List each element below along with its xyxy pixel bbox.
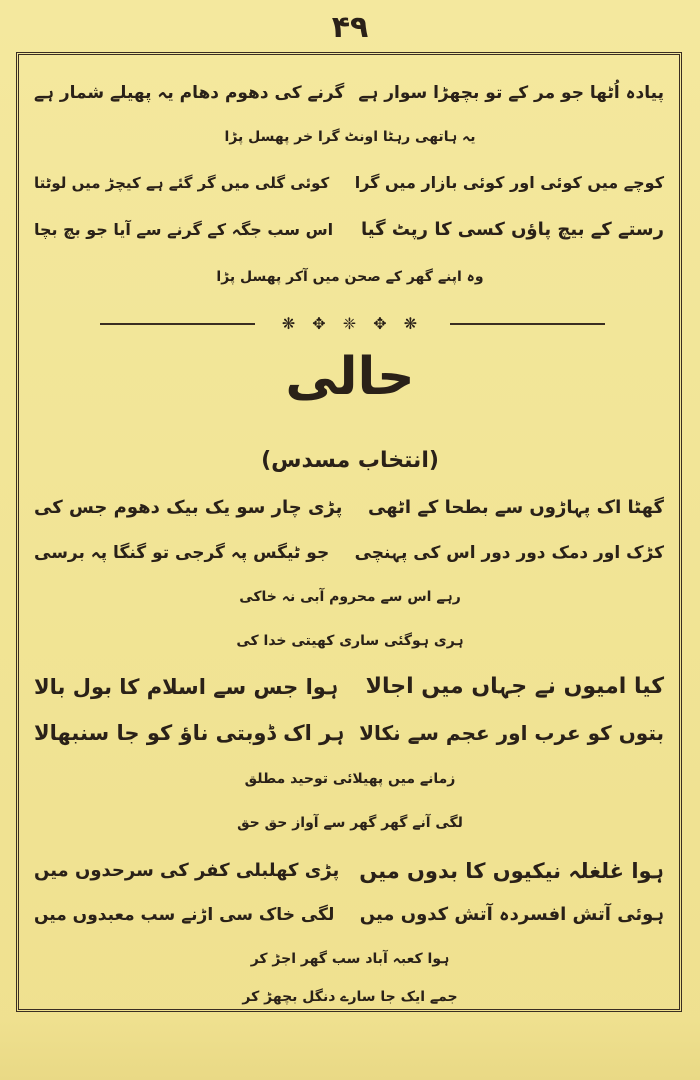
verse-line: پیادہ اُٹھا جو مر کے تو بچھڑا سوار ہے [358,83,664,103]
page-number: ۴۹ [331,10,369,45]
verse-line: گھٹا اک پہاڑوں سے بطحا کے اٹھی [368,497,664,518]
verse-line: ہوا غلغلہ نیکیوں کا بدوں میں [359,859,664,883]
page-bottom-margin [0,1020,700,1080]
verse-line: رہے اس سے محروم آبی نہ خاکی [239,589,461,605]
divider-ornament: ❋ ✥ ❈ ✥ ❋ [281,314,424,333]
verse-line: ہری ہوگئی ساری کھیتی خدا کی [236,633,464,649]
verse-line: کوئی گلی میں گر گئے ہے کیچڑ میں لوٹتا [34,174,330,192]
verse-line: پڑی کھلبلی کفر کی سرحدوں میں [34,860,340,881]
verse-line: رستے کے بیچ پاؤں کسی کا رپٹ گیا [361,219,664,240]
verse-line: اس سب جگہ کے گرنے سے آیا جو بچ بچا [34,220,334,239]
verse-line: گرنے کی دھوم دھام یہ پھیلے شمار ہے [34,83,345,103]
section-subheading: (انتخاب مسدس) [261,448,439,473]
verse-line: وہ اپنے گھر کے صحن میں آکر پھسل پڑا [216,269,484,285]
verse-line: لگی خاک سی اڑنے سب معبدوں میں [34,905,335,925]
poet-heading: حالی [285,347,415,407]
divider-rule [450,323,605,325]
verse-line: کیا امیوں نے جہاں میں اجالا [365,674,664,699]
verse-line: یہ ہاتھی رہٹا اونٹ گرا خر پھسل پڑا [224,129,476,145]
verse-line: ہوا جس سے اسلام کا بول بالا [34,675,339,699]
verse-line: ہر اک ڈوبتی ناؤ کو جا سنبھالا [34,721,345,745]
verse-line: زمانے میں پھیلائی توحید مطلق [244,771,456,787]
ornamental-divider [100,312,605,336]
verse-line: جو ٹیگس پہ گرجی تو گنگا پہ برسی [34,543,330,563]
verse-line: جمے ایک جا سارے دنگل بچھڑ کر [242,989,458,1005]
verse-line: کوچے میں کوئی اور کوئی بازار میں گرا [354,173,664,192]
verse-line: لگی آنے گھر گھر سے آواز حق حق [237,815,463,831]
divider-rule [100,323,255,325]
verse-line: بتوں کو عرب اور عجم سے نکالا [359,721,664,745]
verse-line: ہوا کعبہ آباد سب گھر اجڑ کر [250,951,450,967]
verse-line: ہوئی آتش افسردہ آتش کدوں میں [359,904,664,925]
verse-line: پڑی چار سو یک بیک دھوم جس کی [34,497,343,518]
verse-line: کڑک اور دمک دور دور اس کی پہنچی [354,543,664,563]
